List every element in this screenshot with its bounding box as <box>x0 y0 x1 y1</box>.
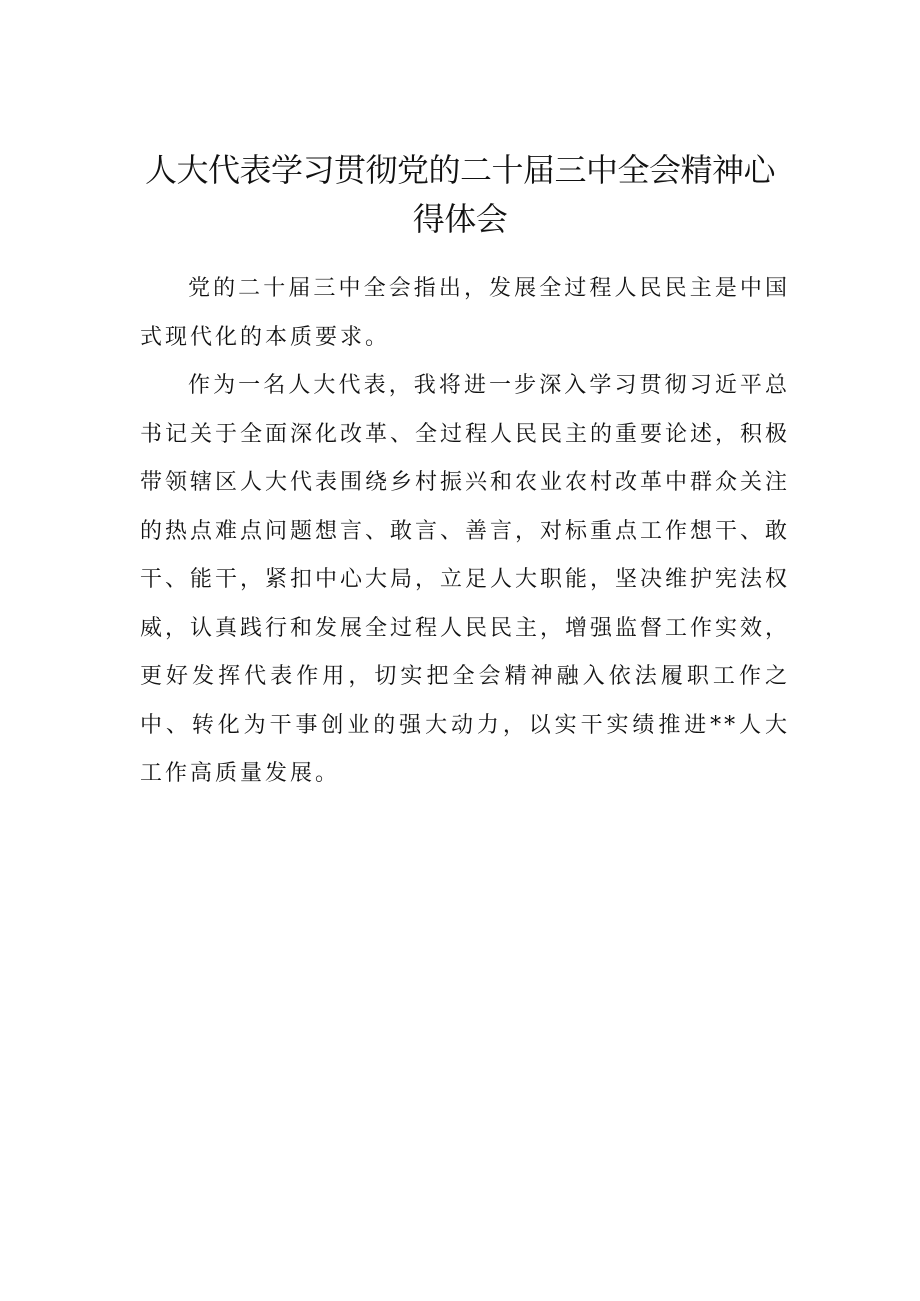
paragraph-1: 党的二十届三中全会指出，发展全过程人民民主是中国式现代化的本质要求。 <box>140 276 790 350</box>
document-title: 人大代表学习贯彻党的二十届三中全会精神心得体会 <box>144 151 775 238</box>
paragraph-2: 作为一名人大代表，我将进一步深入学习贯彻习近平总书记关于全面深化改革、全过程人民民主的重要论述，积极带领辖区人大代表围绕乡村振兴和农业农村改革中群众关注的热点难点问题想言、敢言、善言，对标重点工作想干、敢干、能干，紧扣中心大局，立足人大职能，坚决维护宪法权威，认真践行和发展全过程人民民主，增强监督工作实效，更好发挥代表作用，切实把全会精神融入依法履职工作之中、转化为干事创业的强大动力，以实干实绩推进**人大工作高质量发展。 <box>140 373 791 786</box>
document-body <box>140 265 790 799</box>
